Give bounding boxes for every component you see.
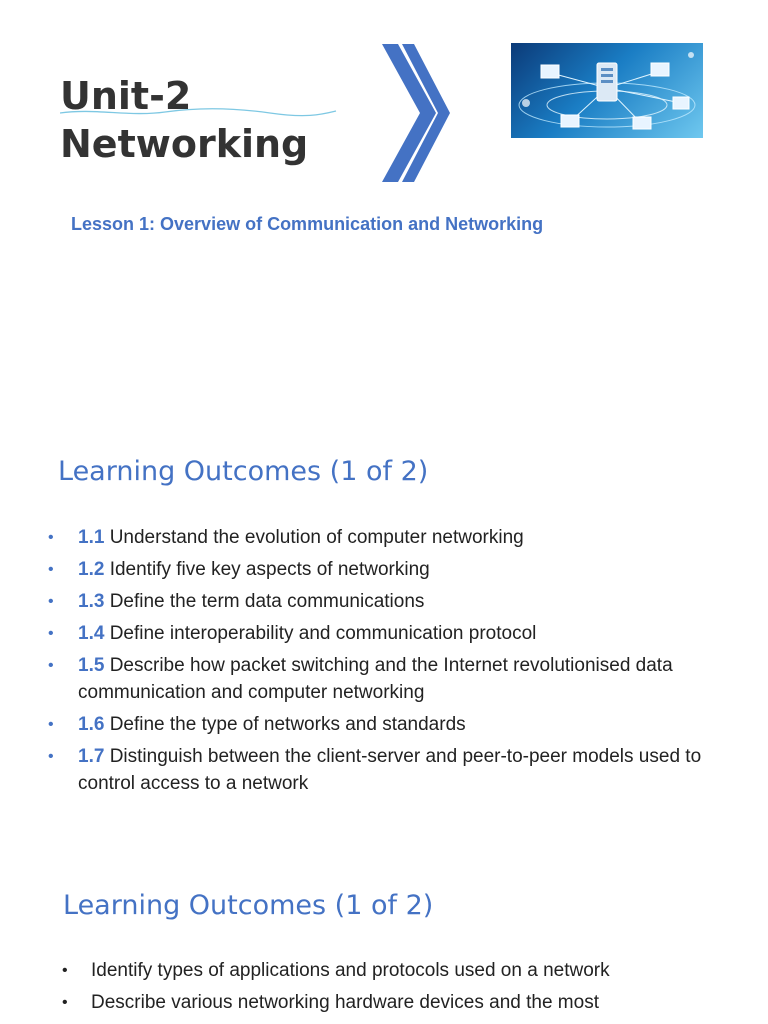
outcome-text: Describe how packet switching and the Internet revolutionised data communication and computer networking bbox=[78, 655, 673, 703]
outcome-text: Identify five key aspects of networking bbox=[109, 559, 430, 580]
list-item bbox=[48, 711, 708, 738]
outcome-text: Define the type of networks and standards bbox=[109, 714, 466, 735]
bullet-icon: • bbox=[48, 657, 54, 674]
outcome-number: 1.2 bbox=[78, 559, 105, 580]
outcome-text: Distinguish between the client-server and peer-to-peer models used to control access to a network bbox=[78, 746, 702, 794]
wave-underline bbox=[60, 107, 340, 117]
bullet-icon: • bbox=[48, 593, 54, 610]
learning-outcomes-heading-2: Learning Outcomes (1 of 2) bbox=[63, 890, 434, 921]
bullet-icon: • bbox=[48, 748, 54, 765]
title-line-1: Unit-2 bbox=[60, 74, 192, 118]
outcome-number: 1.7 bbox=[78, 746, 105, 767]
list-item bbox=[48, 652, 708, 706]
outcome-text: Describe various networking hardware devices and the most bbox=[91, 992, 599, 1013]
list-item bbox=[62, 989, 702, 1016]
bullet-icon: • bbox=[48, 529, 54, 546]
list-item bbox=[62, 957, 702, 984]
network-illustration bbox=[511, 43, 703, 138]
learning-outcomes-list-2 bbox=[62, 957, 702, 1021]
bullet-icon: • bbox=[62, 962, 68, 979]
list-item bbox=[48, 620, 708, 647]
bullet-icon: • bbox=[48, 561, 54, 578]
list-item bbox=[48, 588, 708, 615]
lesson-subtitle: Lesson 1: Overview of Communication and Networking bbox=[71, 214, 544, 234]
outcome-text: Identify types of applications and protocols used on a network bbox=[91, 960, 610, 981]
outcome-number: 1.3 bbox=[78, 591, 105, 612]
learning-outcomes-heading-1: Learning Outcomes (1 of 2) bbox=[58, 456, 429, 487]
learning-outcomes-list-1 bbox=[48, 524, 708, 802]
outcome-number: 1.1 bbox=[78, 527, 105, 548]
page-title bbox=[60, 72, 308, 168]
list-item bbox=[48, 556, 708, 583]
list-item bbox=[48, 743, 708, 797]
bullet-icon: • bbox=[48, 625, 54, 642]
outcome-text: Understand the evolution of computer networking bbox=[109, 527, 524, 548]
outcome-text: Define the term data communications bbox=[109, 591, 425, 612]
outcome-number: 1.4 bbox=[78, 623, 105, 644]
list-item bbox=[48, 524, 708, 551]
bullet-icon: • bbox=[62, 994, 68, 1011]
bullet-icon: • bbox=[48, 716, 54, 733]
outcome-text: Define interoperability and communication protocol bbox=[109, 623, 537, 644]
double-chevron-right-icon bbox=[380, 42, 452, 184]
title-line-2: Networking bbox=[60, 122, 309, 166]
outcome-number: 1.6 bbox=[78, 714, 105, 735]
outcome-number: 1.5 bbox=[78, 655, 105, 676]
